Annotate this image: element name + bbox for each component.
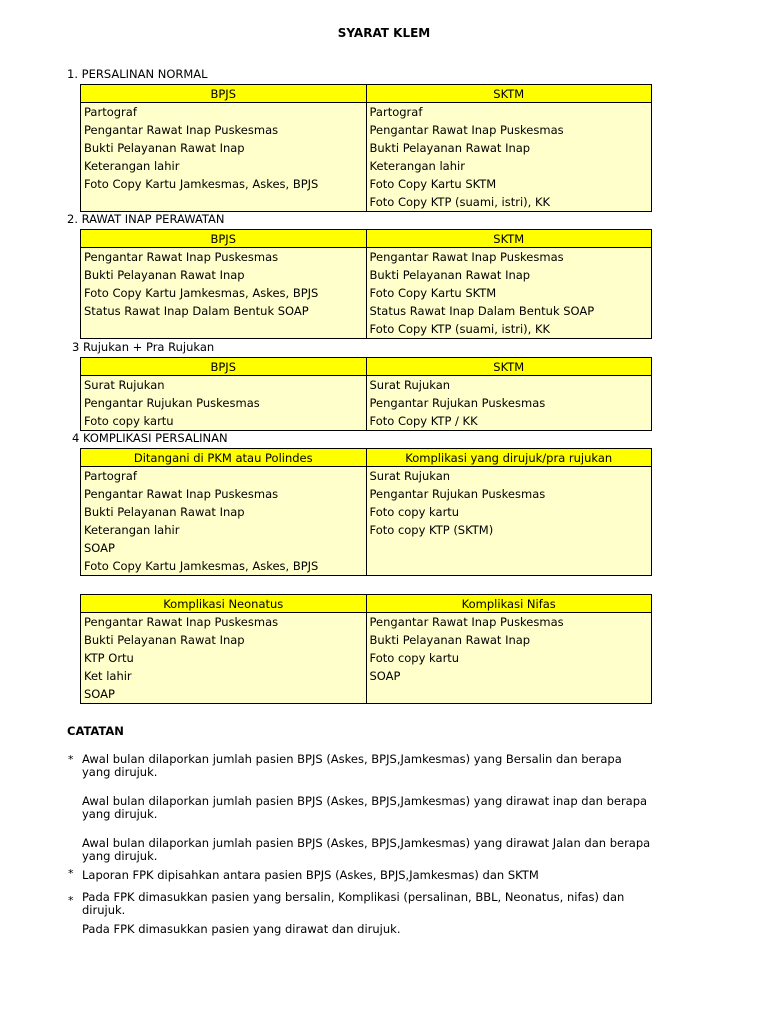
column-header: Komplikasi Neonatus <box>81 595 367 613</box>
table-row <box>81 631 652 649</box>
note-item: Awal bulan dilaporkan jumlah pasien BPJS (Askes, BPJS,Jamkesmas) yang dirawat inap dan berapa yang dirujuk. <box>82 794 648 821</box>
requirements-table <box>80 84 652 212</box>
table-row <box>81 394 652 412</box>
table-cell: SOAP <box>366 667 652 685</box>
table-cell: Foto Copy KTP (suami, istri), KK <box>366 193 652 212</box>
section-title: 2. RAWAT INAP PERAWATAN <box>67 212 225 226</box>
column-header: BPJS <box>81 85 367 103</box>
table-row <box>81 412 652 431</box>
table-row <box>81 103 652 122</box>
note-item: Laporan FPK dipisahkan antara pasien BPJS (Askes, BPJS,Jamkesmas) dan SKTM <box>82 868 539 882</box>
table-row <box>81 175 652 193</box>
table-row <box>81 376 652 395</box>
section-title: 1. PERSALINAN NORMAL <box>67 67 208 81</box>
note-item: Awal bulan dilaporkan jumlah pasien BPJS (Askes, BPJS,Jamkesmas) yang Bersalin dan berapa yang dirujuk. <box>82 752 622 779</box>
table-cell: Foto Copy KTP / KK <box>366 412 652 431</box>
table-row <box>81 248 652 267</box>
table-row <box>81 539 652 557</box>
table-cell: Bukti Pelayanan Rawat Inap <box>81 631 367 649</box>
table-row <box>81 266 652 284</box>
table-cell: Pengantar Rujukan Puskesmas <box>366 485 652 503</box>
table-cell: Foto Copy Kartu Jamkesmas, Askes, BPJS <box>81 284 367 302</box>
column-header: Komplikasi Nifas <box>366 595 652 613</box>
column-header: BPJS <box>81 358 367 376</box>
table-cell: Pengantar Rujukan Puskesmas <box>81 394 367 412</box>
table-row <box>81 667 652 685</box>
table-row <box>81 193 652 212</box>
table-cell <box>81 193 367 212</box>
table-cell: Status Rawat Inap Dalam Bentuk SOAP <box>81 302 367 320</box>
column-header: SKTM <box>366 85 652 103</box>
table-cell: Bukti Pelayanan Rawat Inap <box>366 266 652 284</box>
notes-title: CATATAN <box>67 724 124 738</box>
table-cell: Foto copy kartu <box>366 503 652 521</box>
requirements-table <box>80 357 652 431</box>
table-row <box>81 613 652 632</box>
table-row <box>81 485 652 503</box>
table-row <box>81 467 652 486</box>
column-header: BPJS <box>81 230 367 248</box>
table-cell <box>366 539 652 557</box>
table-cell: Pengantar Rujukan Puskesmas <box>366 394 652 412</box>
table-cell: Bukti Pelayanan Rawat Inap <box>81 503 367 521</box>
note-item: Pada FPK dimasukkan pasien yang bersalin, Komplikasi (persalinan, BBL, Neonatus, nifas) dan dirujuk. <box>82 890 625 917</box>
table-cell: Pengantar Rawat Inap Puskesmas <box>81 613 367 632</box>
requirements-table <box>80 229 652 339</box>
table-cell: Foto Copy Kartu Jamkesmas, Askes, BPJS <box>81 557 367 576</box>
table-cell: Foto Copy KTP (suami, istri), KK <box>366 320 652 339</box>
table-cell: Keterangan lahir <box>81 521 367 539</box>
table-cell: Foto copy kartu <box>81 412 367 431</box>
section-title: 4 KOMPLIKASI PERSALINAN <box>72 431 228 445</box>
table-cell: Foto Copy Kartu SKTM <box>366 175 652 193</box>
column-header: Komplikasi yang dirujuk/pra rujukan <box>366 449 652 467</box>
note-bullet: * <box>68 894 74 907</box>
table-row <box>81 557 652 576</box>
table-cell: Surat Rujukan <box>366 467 652 486</box>
table-cell: Pengantar Rawat Inap Puskesmas <box>81 248 367 267</box>
note-bullet: * <box>68 753 74 766</box>
note-item: Pada FPK dimasukkan pasien yang dirawat dan dirujuk. <box>82 922 401 936</box>
table-cell: SOAP <box>81 539 367 557</box>
table-cell: Partograf <box>81 103 367 122</box>
table-cell: Keterangan lahir <box>81 157 367 175</box>
table-row <box>81 521 652 539</box>
table-cell: Pengantar Rawat Inap Puskesmas <box>81 121 367 139</box>
table-row <box>81 284 652 302</box>
table-row <box>81 302 652 320</box>
table-cell <box>366 685 652 704</box>
table-cell <box>81 320 367 339</box>
table-row <box>81 649 652 667</box>
requirements-table <box>80 448 652 576</box>
table-cell: Surat Rujukan <box>366 376 652 395</box>
section-title: 3 Rujukan + Pra Rujukan <box>72 340 215 354</box>
table-cell: SOAP <box>81 685 367 704</box>
table-row <box>81 157 652 175</box>
table-cell: Bukti Pelayanan Rawat Inap <box>81 266 367 284</box>
table-cell: Bukti Pelayanan Rawat Inap <box>81 139 367 157</box>
table-cell: KTP Ortu <box>81 649 367 667</box>
table-cell: Pengantar Rawat Inap Puskesmas <box>366 248 652 267</box>
table-row <box>81 139 652 157</box>
column-header: SKTM <box>366 230 652 248</box>
requirements-table <box>80 594 652 704</box>
table-cell: Foto Copy Kartu SKTM <box>366 284 652 302</box>
table-cell: Partograf <box>81 467 367 486</box>
table-row <box>81 320 652 339</box>
table-cell: Pengantar Rawat Inap Puskesmas <box>366 121 652 139</box>
column-header: Ditangani di PKM atau Polindes <box>81 449 367 467</box>
table-row <box>81 503 652 521</box>
table-cell: Foto copy KTP (SKTM) <box>366 521 652 539</box>
table-cell: Foto Copy Kartu Jamkesmas, Askes, BPJS <box>81 175 367 193</box>
table-cell: Ket lahir <box>81 667 367 685</box>
table-cell: Pengantar Rawat Inap Puskesmas <box>366 613 652 632</box>
note-bullet: * <box>68 867 74 880</box>
column-header: SKTM <box>366 358 652 376</box>
table-cell: Pengantar Rawat Inap Puskesmas <box>81 485 367 503</box>
table-cell <box>366 557 652 576</box>
table-cell: Bukti Pelayanan Rawat Inap <box>366 631 652 649</box>
table-cell: Surat Rujukan <box>81 376 367 395</box>
page-title: SYARAT KLEM <box>337 26 431 40</box>
table-cell: Bukti Pelayanan Rawat Inap <box>366 139 652 157</box>
table-cell: Foto copy kartu <box>366 649 652 667</box>
table-cell: Partograf <box>366 103 652 122</box>
table-cell: Status Rawat Inap Dalam Bentuk SOAP <box>366 302 652 320</box>
table-row <box>81 685 652 704</box>
table-row <box>81 121 652 139</box>
table-cell: Keterangan lahir <box>366 157 652 175</box>
note-item: Awal bulan dilaporkan jumlah pasien BPJS (Askes, BPJS,Jamkesmas) yang dirawat Jalan dan berapa yang dirujuk. <box>82 836 651 863</box>
